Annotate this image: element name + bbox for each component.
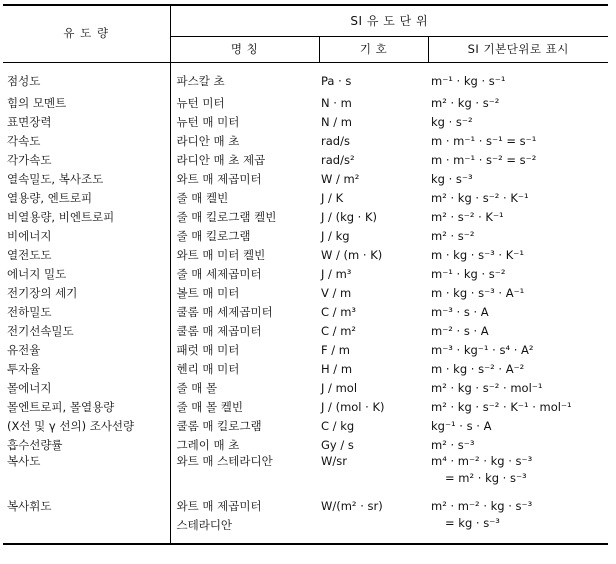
quantity-cell	[3, 113, 170, 132]
quantity-cell-text: 각가속도	[7, 152, 52, 167]
symbol-cell	[319, 189, 428, 208]
base-unit-cell	[428, 208, 608, 227]
base-unit-cell-text: m² · kg · s⁻² · mol⁻¹	[431, 380, 543, 395]
quantity-cell	[3, 436, 170, 455]
quantity-cell-text: 열속밀도, 복사조도	[7, 171, 104, 186]
quantity-cell-text: 투자율	[7, 361, 41, 376]
symbol-cell-text: J / K	[321, 190, 344, 205]
symbol-cell-text: J / (kg · K)	[321, 209, 378, 224]
symbol-cell	[319, 113, 428, 132]
base-unit-cell-text: m⁻¹ · kg · s⁻¹	[431, 73, 506, 88]
symbol-cell-text: J / (mol · K)	[321, 399, 385, 414]
quantity-cell-text: 몰에너지	[7, 380, 52, 395]
symbol-cell	[319, 151, 428, 170]
base-unit-cell	[428, 189, 608, 208]
table-row	[3, 189, 608, 208]
quantity-cell	[3, 284, 170, 303]
base-unit-cell-text: m · m⁻¹ · s⁻² = s⁻²	[431, 152, 537, 167]
base-unit-cell-text: m² · s⁻² · K⁻¹	[431, 209, 504, 224]
symbol-cell	[319, 455, 428, 494]
base-unit-cell	[428, 246, 608, 265]
base-unit-cell	[428, 436, 608, 455]
symbol-cell	[319, 227, 428, 246]
quantity-cell-text: (X선 및 γ 선의) 조사선량	[7, 418, 135, 433]
quantity-cell	[3, 151, 170, 170]
symbol-cell-text: F / m	[321, 342, 351, 357]
unit-name-cell-text: 뉴턴 미터	[176, 95, 225, 110]
quantity-cell-text: 몰엔트로피, 몰열용량	[7, 399, 115, 414]
symbol-cell	[319, 322, 428, 341]
base-unit-cell-text: m² · s⁻²	[431, 228, 475, 243]
unit-name-cell-text: 줄 매 킬로그램	[176, 228, 251, 243]
table-row	[3, 341, 608, 360]
base-unit-cell-text: m · kg · s⁻² · A⁻²	[431, 361, 525, 376]
symbol-cell	[319, 284, 428, 303]
base-unit-cell-text: kg · s⁻²	[431, 114, 473, 129]
base-unit-cell	[428, 227, 608, 246]
unit-name-cell	[170, 398, 319, 417]
symbol-header: 기 호	[319, 37, 428, 63]
unit-name-cell	[170, 303, 319, 322]
unit-name-cell-text: 그레이 매 초	[176, 437, 240, 452]
unit-name-cell-text: 헨리 매 미터	[176, 361, 240, 376]
quantity-cell	[3, 417, 170, 436]
base-unit-cell-text: m⁻³ · s · A	[431, 304, 489, 319]
base-unit-cell-text: m² · m⁻² · kg · s⁻³	[431, 499, 533, 513]
quantity-cell	[3, 227, 170, 246]
quantity-cell-text: 전하밀도	[7, 304, 52, 319]
base-unit-cell	[428, 94, 608, 113]
symbol-cell	[319, 494, 428, 544]
symbol-cell	[319, 265, 428, 284]
unit-name-cell	[170, 189, 319, 208]
quantity-cell	[3, 341, 170, 360]
unit-name-cell	[170, 132, 319, 151]
unit-name-cell	[170, 227, 319, 246]
symbol-cell	[319, 63, 428, 95]
base-unit-cell-text: m² · s⁻³	[431, 437, 475, 452]
quantity-cell	[3, 63, 170, 95]
symbol-cell-text: C / m³	[321, 304, 357, 319]
symbol-cell	[319, 208, 428, 227]
symbol-cell-text: J / kg	[321, 228, 350, 243]
symbol-cell	[319, 132, 428, 151]
unit-name-cell	[170, 360, 319, 379]
symbol-cell-text: rad/s	[321, 133, 350, 148]
symbol-cell-text: W/sr	[321, 455, 347, 468]
unit-name-cell-text: 와트 매 미터 켈빈	[176, 247, 266, 262]
base-unit-cell	[428, 284, 608, 303]
symbol-cell-text: J / mol	[321, 380, 358, 395]
quantity-cell-text: 복사휘도	[7, 499, 52, 513]
unit-name-cell	[170, 170, 319, 189]
quantity-cell	[3, 208, 170, 227]
base-unit-cell-text: m⁻² · s · A	[431, 323, 489, 338]
table-row	[3, 398, 608, 417]
base-unit-cell	[428, 170, 608, 189]
base-unit-cell-text: kg⁻¹ · s · A	[431, 418, 492, 433]
quantity-cell-text: 힘의 모멘트	[7, 95, 67, 110]
table-row	[3, 94, 608, 113]
base-unit-cell-text: m² · kg · s⁻² · K⁻¹ · mol⁻¹	[431, 399, 572, 414]
table-row	[3, 246, 608, 265]
symbol-cell-text: W/(m² · sr)	[321, 499, 383, 513]
quantity-cell	[3, 379, 170, 398]
unit-name-cell	[170, 113, 319, 132]
quantity-cell-text: 열전도도	[7, 247, 52, 262]
unit-name-cell-text: 뉴턴 매 미터	[176, 114, 240, 129]
base-unit-cell-text: m⁻³ · kg⁻¹ · s⁴ · A²	[431, 342, 534, 357]
quantity-cell-text: 각속도	[7, 133, 41, 148]
symbol-cell	[319, 417, 428, 436]
quantity-cell	[3, 265, 170, 284]
base-unit-cell-text: m² · kg · s⁻² · K⁻¹	[431, 190, 529, 205]
unit-name-cell-text: 와트 매 제곱미터	[176, 171, 262, 186]
symbol-cell-text: rad/s²	[321, 152, 355, 167]
table-body	[3, 63, 608, 545]
symbol-cell-text: Gy / s	[321, 437, 354, 452]
quantity-cell-text: 열용량, 엔트로피	[7, 190, 93, 205]
quantity-cell	[3, 189, 170, 208]
quantity-cell-text: 유전율	[7, 342, 41, 357]
unit-name-cell	[170, 436, 319, 455]
table-row	[3, 113, 608, 132]
quantity-cell-text: 표면장력	[7, 114, 52, 129]
symbol-cell-text: C / kg	[321, 418, 355, 433]
unit-name-cell	[170, 208, 319, 227]
quantity-cell-text: 에너지 밀도	[7, 266, 67, 281]
unit-name-cell-text: 라디안 매 초 제곱	[176, 152, 266, 167]
quantity-cell	[3, 246, 170, 265]
unit-name-cell	[170, 341, 319, 360]
base-unit-cell	[428, 303, 608, 322]
unit-name-cell	[170, 284, 319, 303]
unit-name-cell-text: 쿨롬 매 제곱미터	[176, 323, 262, 338]
base-unit-cell	[428, 398, 608, 417]
table-row	[3, 151, 608, 170]
quantity-cell-text: 흡수선량률	[7, 437, 63, 452]
si-derived-unit-header: SI 유 도 단 위	[170, 5, 608, 37]
table-row	[3, 303, 608, 322]
quantity-cell-text: 전기장의 세기	[7, 285, 78, 300]
base-unit-cell-line2: = kg · s⁻³	[445, 515, 500, 530]
unit-name-cell	[170, 63, 319, 95]
base-unit-cell-text: kg · s⁻³	[431, 171, 473, 186]
table-row	[3, 265, 608, 284]
table-row	[3, 63, 608, 95]
symbol-cell-text: Pa · s	[321, 73, 352, 88]
quantity-cell	[3, 360, 170, 379]
table-row	[3, 132, 608, 151]
unit-name-cell	[170, 151, 319, 170]
table-row	[3, 494, 608, 544]
unit-name-cell	[170, 455, 319, 494]
symbol-cell	[319, 341, 428, 360]
quantity-cell	[3, 132, 170, 151]
unit-name-cell-text: 와트 매 제곱미터	[176, 499, 262, 513]
base-unit-cell-text: m · m⁻¹ · s⁻¹ = s⁻¹	[431, 133, 537, 148]
unit-name-cell-text: 라디안 매 초	[176, 133, 240, 148]
unit-name-cell-text: 줄 매 세제곱미터	[176, 266, 262, 281]
quantity-cell	[3, 455, 170, 494]
table-row	[3, 284, 608, 303]
quantity-cell-text: 비에너지	[7, 228, 52, 243]
table-row	[3, 379, 608, 398]
unit-name-cell-line2: 스테라디안	[176, 517, 233, 532]
header-row-top	[3, 5, 608, 37]
unit-name-cell-text: 패럿 매 미터	[176, 342, 240, 357]
base-unit-cell	[428, 132, 608, 151]
unit-name-cell	[170, 94, 319, 113]
si-derived-units-table	[3, 4, 608, 545]
symbol-cell-text: J / m³	[321, 266, 352, 281]
unit-name-cell-text: 와트 매 스테라디안	[176, 455, 273, 468]
unit-name-cell-text: 줄 매 켈빈	[176, 190, 229, 205]
symbol-cell-text: W / (m · K)	[321, 247, 383, 262]
base-unit-cell	[428, 379, 608, 398]
symbol-cell	[319, 360, 428, 379]
base-unit-cell	[428, 113, 608, 132]
base-unit-cell	[428, 341, 608, 360]
base-unit-cell	[428, 494, 608, 544]
table-row	[3, 417, 608, 436]
base-unit-cell	[428, 360, 608, 379]
unit-name-cell-text: 줄 매 몰	[176, 380, 218, 395]
quantity-cell-text: 복사도	[7, 455, 41, 468]
table-row	[3, 322, 608, 341]
unit-name-cell-text: 쿨롬 매 킬로그램	[176, 418, 262, 433]
quantity-cell	[3, 398, 170, 417]
symbol-cell	[319, 170, 428, 189]
quantity-cell	[3, 94, 170, 113]
symbol-cell-text: H / m	[321, 361, 353, 376]
unit-name-cell	[170, 322, 319, 341]
unit-name-cell-text: 볼트 매 미터	[176, 285, 240, 300]
name-header: 명 칭	[170, 37, 319, 63]
unit-name-cell	[170, 379, 319, 398]
base-unit-cell	[428, 455, 608, 494]
symbol-cell	[319, 303, 428, 322]
table-row	[3, 455, 608, 494]
table-row	[3, 208, 608, 227]
base-unit-cell-text: m² · kg · s⁻²	[431, 95, 500, 110]
quantity-cell-text: 점성도	[7, 73, 41, 88]
unit-name-cell-text: 줄 매 몰 켈빈	[176, 399, 244, 414]
symbol-cell-text: W / m²	[321, 171, 360, 186]
quantity-header: 유 도 량	[3, 5, 170, 63]
base-unit-cell-text: m⁻¹ · kg · s⁻²	[431, 266, 506, 281]
quantity-cell-text: 전기선속밀도	[7, 323, 74, 338]
table-row	[3, 170, 608, 189]
base-unit-cell	[428, 322, 608, 341]
unit-name-cell-text: 파스칼 초	[176, 73, 225, 88]
unit-name-cell	[170, 417, 319, 436]
quantity-cell	[3, 494, 170, 544]
quantity-cell-text: 비열용량, 비엔트로피	[7, 209, 115, 224]
symbol-cell	[319, 436, 428, 455]
quantity-cell	[3, 322, 170, 341]
base-unit-cell	[428, 151, 608, 170]
table-row	[3, 436, 608, 455]
base-unit-cell-text: m · kg · s⁻³ · A⁻¹	[431, 285, 525, 300]
base-expression-header: SI 기본단위로 표시	[428, 37, 608, 63]
unit-name-cell	[170, 494, 319, 544]
symbol-cell	[319, 246, 428, 265]
symbol-cell-text: V / m	[321, 285, 352, 300]
symbol-cell	[319, 94, 428, 113]
symbol-cell-text: C / m²	[321, 323, 357, 338]
base-unit-cell-text: m⁴ · m⁻² · kg · s⁻³	[431, 455, 533, 468]
table-row	[3, 227, 608, 246]
table-row	[3, 360, 608, 379]
base-unit-cell-text: m · kg · s⁻³ · K⁻¹	[431, 247, 524, 262]
quantity-cell	[3, 170, 170, 189]
base-unit-cell-line2: = m² · kg · s⁻³	[445, 470, 527, 485]
unit-name-cell-text: 쿨롬 매 세제곱미터	[176, 304, 273, 319]
base-unit-cell	[428, 63, 608, 95]
symbol-cell-text: N · m	[321, 95, 352, 110]
unit-name-cell	[170, 265, 319, 284]
base-unit-cell	[428, 265, 608, 284]
unit-name-cell	[170, 246, 319, 265]
unit-name-cell-text: 줄 매 킬로그램 켈빈	[176, 209, 277, 224]
symbol-cell-text: N / m	[321, 114, 352, 129]
quantity-cell	[3, 303, 170, 322]
base-unit-cell	[428, 417, 608, 436]
symbol-cell	[319, 379, 428, 398]
symbol-cell	[319, 398, 428, 417]
